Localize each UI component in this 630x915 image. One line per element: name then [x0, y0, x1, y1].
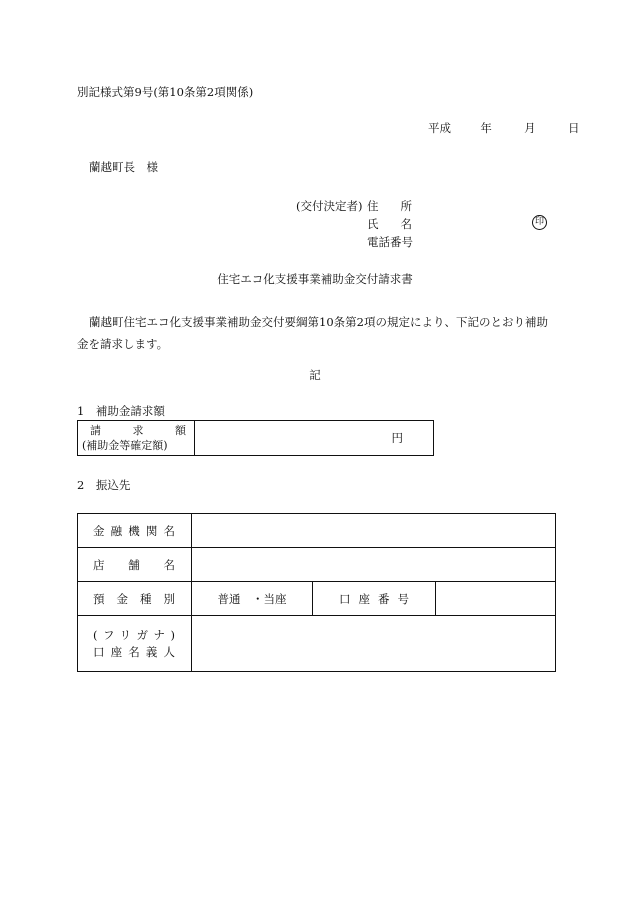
account-number-field[interactable]	[436, 582, 556, 616]
deposit-type-label-cell	[78, 582, 192, 616]
yen-unit: 円	[391, 431, 403, 445]
account-holder-field[interactable]	[192, 616, 556, 672]
name-label: 氏名	[367, 217, 412, 231]
account-holder-furigana-label: (フリガナ)	[93, 627, 175, 642]
form-number: 別記様式第9号(第10条第2項関係)	[77, 85, 254, 99]
date-era: 平成	[428, 121, 451, 135]
bank-name-label: 金融機関名	[93, 523, 175, 538]
account-number-label-text: 口座番号	[339, 591, 409, 606]
phone-label: 電話番号	[367, 235, 413, 249]
date-month-unit: 月	[524, 121, 536, 135]
account-holder-label: 口座名義人	[93, 644, 175, 659]
applicant-prefix: (交付決定者)	[296, 199, 363, 213]
date-day-unit: 日	[567, 121, 580, 135]
address-label: 住所	[367, 199, 412, 213]
branch-name-label-cell	[78, 548, 192, 582]
addressee: 蘭越町長 様	[89, 160, 158, 174]
bank-name-label-cell	[78, 514, 192, 548]
request-amount-label-cell	[78, 421, 195, 456]
account-holder-label-cell	[78, 616, 192, 672]
request-amount-label: 請求額	[90, 424, 186, 437]
account-number-label	[313, 582, 436, 616]
section1-heading: 1 補助金請求額	[77, 404, 165, 418]
date-line	[428, 123, 579, 135]
date-year-unit: 年	[480, 121, 492, 135]
branch-name-label: 店舗名	[93, 557, 175, 572]
deposit-type-options[interactable]: 普通 ・当座	[192, 582, 313, 616]
seal-mark: 印	[532, 215, 547, 230]
body-text: 蘭越町住宅エコ化支援事業補助金交付要綱第10条第2項の規定により、下記のとおり補助金を請求します。	[77, 315, 548, 351]
request-amount-table	[77, 420, 434, 456]
request-amount-sublabel: (補助金等確定額)	[82, 439, 168, 452]
request-amount-field[interactable]	[195, 421, 434, 456]
section2-heading: 2 振込先	[77, 478, 131, 492]
branch-name-field[interactable]	[192, 548, 556, 582]
bank-name-field[interactable]	[192, 514, 556, 548]
document-title: 住宅エコ化支援事業補助金交付請求書	[217, 272, 413, 286]
bank-transfer-table	[77, 513, 556, 672]
ki-heading: 記	[309, 368, 321, 382]
deposit-type-label: 預金種別	[93, 591, 175, 606]
